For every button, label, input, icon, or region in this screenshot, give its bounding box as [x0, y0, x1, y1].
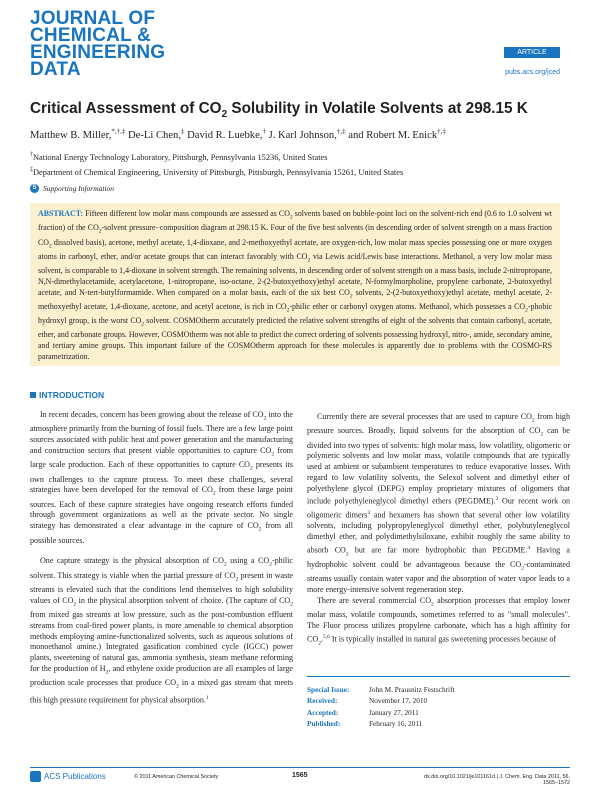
- author[interactable]: De-Li Chen,‡: [125, 127, 185, 141]
- paragraph: In recent decades, concern has been growing about the release of $CO_2$ into the atmosphere primarily from the burning of fossil fuels. There are a few large point sources associated with public heat and power generation and the manufacturing and construction sectors that present viable opportunities to capture $CO_2$ from large scale production. Each of these opportunities to capture $CO_2$ presents its own challenges to the capture process. To meet these challenges, several strategies have been developed for the removal of $CO_2$ from these large point sources. Each of these capture strategies have ongoing research efforts funded through government organizations as well as the private sector. No single strategy has demonstrated a clear advantage in the capture of $CO_2$ from all possible sources.: [30, 410, 294, 545]
- journal-line: JOURNAL OF: [30, 8, 156, 29]
- paragraph: One capture strategy is the physical absorption of $CO_2$ using a $CO_2$-philic solvent. This strategy is viable when the partial pressure of $CO_2$ present in waste streams is elevated such that the conditions lend themselves to high solubility values of $CO_2$ in the physical absorption solvent of choice. (The capture of $CO_2$ from mixed gas streams at low pressure, such as the post-combustion effluent streams from coal-fired power plants, is more amenable to chemical absorption methods employing amine-functionalized solvents, such as aqueous solutions of monoethanol amine.) Integrated gasification combined cycle (IGCC) power plants, sweetening of natural gas, ammonia synthesis, steam methane reforming for the production of $H_2$, and ethylene oxide production are all examples of large production scale processes that produce $CO_2$ in a mixed gas stream that meets this high pressure requirement for physical absorption.$^1$: [30, 556, 294, 705]
- abstract-label: ABSTRACT:: [38, 209, 84, 218]
- section-heading-introduction: INTRODUCTION: [30, 390, 104, 400]
- abstract-box: ABSTRACT: Fifteen different low molar mass compounds are assessed as $CO_2$ solvents based on bubble-point loci on the solvent-rich end (0.6 to 1.0 solvent wt fraction) of the $CO_2$-solvent pressure−composition diagram at 298.15 K. Four of the five best solvents (in descending order of solvent strength on a mass fraction $CO_2$ dissolved basis), acetone, methyl acetate, 1,4-dioxane, and 2-methoxyethyl acetate, are oxygen-rich, low molar mass species possessing one or more oxygen atoms in carbonyl, ether, and/or acetate groups that can interact favorably with $CO_2$ via Lewis acid/Lewis base interactions. Methanol, a very low molar mass solvent, is comparable to 1,4-dioxane in solvent strength. The remaining solvents, in descending order of solvent strength on a mass basis, include 2-nitropropane, N,N-dimethylacetamide, acetylacetone, 1-nitropropane, iso-octane, 2-(2-butoxyethoxy)ethyl acetate, N-formylmorpholine, propylene carbonate, 2-butoxyethyl acetate, and N-tert-butylformamide. When compared on a molar basis, each of the six best $CO_2$ solvents, 2-(2-butoxyethoxy)ethyl acetate, methyl acetate, 2-methoxyethyl acetate, 1,4-dioxane, acetone, and acetyl acetone, is rich in $CO_2$-philic ether or carbonyl oxygen atoms. Methanol, which possesses a $CO_2$-phobic hydroxyl group, is the worst $CO_2$ solvent. COSMOtherm accurately predicted the relative solvent strengths of eight of the solvents that contain carbonyl, acetate, ether, and carbonate groups. However, COSMOtherm was not able to predict the correct ordering of solvents possessing hydroxyl, nitro-, amide, secondary amine, and tertiary amine groups. This important failure of the COSMOtherm approach for these molecules is apparently due to problems with the COSMO-RS parametrization.: [30, 203, 560, 366]
- article-history: [307, 676, 570, 729]
- author[interactable]: David R. Luebke,†: [184, 127, 266, 141]
- paper-title: Critical Assessment of $CO_2$ Solubility in Volatile Solvents at 298.15 K: [30, 100, 528, 121]
- author-list: [30, 127, 570, 141]
- article-type-badge: ARTICLE: [504, 47, 560, 58]
- left-column: [30, 410, 293, 706]
- affiliation: †National Energy Technology Laboratory, Pittsburgh, Pennsylvania 15236, United States: [30, 152, 328, 162]
- page-number: 1565: [292, 772, 308, 779]
- journal-url-link[interactable]: pubs.acs.org/jced: [505, 69, 560, 76]
- history-row: Received: November 17, 2010: [307, 696, 428, 706]
- journal-line: DATA: [30, 59, 81, 80]
- paragraph: There are several commercial $CO_2$ absorption processes that employ lower molar mass, volatile compounds, sometimes referred to as "small molecules". The Fluor process utilizes propylene carbonate, which has a high affinity for $CO_2.^{5,6}$ It is typically installed in natural gas sweetening processes because of: [307, 595, 571, 646]
- supporting-information-link[interactable]: S Supporting Information: [30, 184, 114, 193]
- citation-link[interactable]: 1: [205, 694, 209, 701]
- citation-link[interactable]: 2: [495, 496, 499, 503]
- acs-publications-logo[interactable]: ACS Publications: [30, 771, 106, 782]
- history-row: Special Issue: John M. Prausnitz Festschrift: [307, 685, 455, 694]
- footer-divider: [30, 767, 570, 768]
- right-column: [307, 412, 570, 649]
- section-square-icon: [30, 392, 36, 398]
- paragraph: Currently there are several processes that are used to capture $CO_2$ from high pressure sources. Broadly, liquid solvents for the absorption of $CO_2$ can be divided into two types of solvents: high molar mass, low volatility, oligomeric or polymeric solvents and low molar mass, volatile compounds that are typically used at ambient or subambient temperatures to reduce evaporative losses. With regard to low volatility solvents, the Selexol solvent and dimethyl ether of polyethylene glycol (DEPG) employ proprietary mixtures of oligomers that include polyethyleneglycol dimethyl ethers (PEGDME).$^2$ Our recent work on oligomeric dimers$^3$ and hexamers has shown that several other low volatility solvents, including polypropyleneglycol dimethyl ether, polybutyleneglycol dimethyl ether, and polydimethylsiloxane, exhibit roughly the same ability to absorb $CO_2$ but are far more hydrophobic than PEGDME.$^4$ Having a hydrophobic solvent could be advantageous because the $CO_2$-contaminated streams usually contain water vapor and the absorption of water vapor leads to a more energy-intensive solvent regeneration step.: [307, 412, 571, 594]
- copyright: © 2011 American Chemical Society: [134, 774, 219, 780]
- journal-logo: [30, 10, 250, 78]
- citation-link[interactable]: 4: [527, 544, 531, 551]
- doi-citation[interactable]: dx.doi.org/10.1021/je101161d | J. Chem. Eng. Data 2011, 56, 1565–1572: [424, 774, 570, 786]
- acs-icon: [30, 771, 41, 782]
- page-footer: [30, 771, 570, 785]
- citation-link[interactable]: 5,6: [322, 633, 330, 640]
- citation-link[interactable]: 3: [367, 509, 371, 516]
- affiliation: ‡Department of Chemical Engineering, University of Pittsburgh, Pittsburgh, Pennsylvania 15261, United States: [30, 167, 404, 177]
- journal-line: ENGINEERING: [30, 42, 166, 63]
- author[interactable]: J. Karl Johnson,†,‡: [265, 127, 346, 141]
- author[interactable]: Matthew B. Miller,*,†,‡: [30, 127, 126, 141]
- history-row: Published: February 16, 2011: [307, 718, 423, 728]
- history-row: Accepted: January 27, 2011: [307, 707, 419, 717]
- journal-line: CHEMICAL &: [30, 25, 151, 46]
- author[interactable]: and Robert M. Enick†,‡: [345, 127, 446, 141]
- supporting-info-icon: S: [30, 184, 39, 193]
